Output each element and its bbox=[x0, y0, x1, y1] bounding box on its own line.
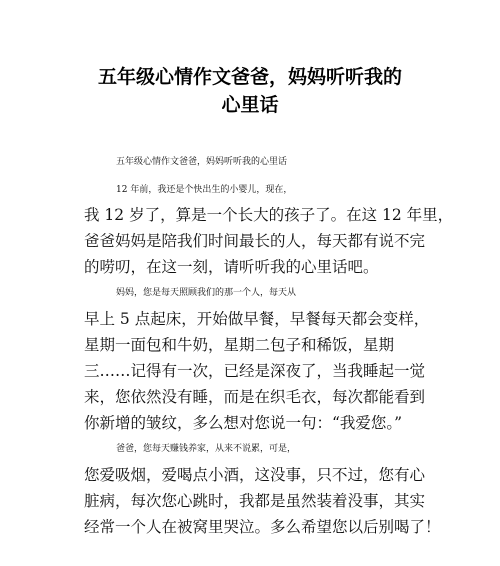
body-line: 您爱吸烟，爱喝点小酒，这没事，只不过，您有心 bbox=[84, 466, 426, 484]
body-line: 爸爸妈妈是陪我们时间最长的人，每天都有说不完 bbox=[84, 232, 426, 250]
body-line: 早上 5 点起床，开始做早餐，早餐每天都会变样， bbox=[84, 310, 430, 328]
body-line: 12 年前，我还是个快出生的小婴儿，现在， bbox=[116, 185, 293, 195]
body-line: 妈妈，您是每天照顾我们的那一个人，每天从 bbox=[116, 288, 297, 298]
body-line: 我 12 岁了，算是一个长大的孩子了。在这 12 年里， bbox=[84, 206, 454, 224]
body-line: 经常一个人在被窝里哭泣。多么希望您以后别喝了！ bbox=[84, 518, 441, 536]
body-line: 的唠叨，在这一刻，请听听我的心里话吧。 bbox=[84, 258, 379, 276]
body-line: 你新增的皱纹，多么想对您说一句：“我爱您。” bbox=[84, 414, 403, 432]
subtitle-line: 五年级心情作文爸爸，妈妈听听我的心里话 bbox=[116, 157, 288, 167]
document-title-line-1: 五年级心情作文爸爸，妈妈听听我的 bbox=[97, 66, 402, 88]
document-title-line-2: 心里话 bbox=[221, 94, 279, 116]
body-line: 三……记得有一次，已经是深夜了，当我睡起一觉 bbox=[84, 362, 426, 380]
body-line: 脏病，每次您心跳时，我都是虽然装着没事，其实 bbox=[84, 492, 426, 510]
body-line: 爸爸，您每天赚钱养家，从来不说累，可是， bbox=[116, 444, 297, 454]
body-line: 星期一面包和牛奶，星期二包子和稀饭，星期 bbox=[84, 336, 395, 354]
body-line: 来，您依然没有睡，而是在织毛衣，每次都能看到 bbox=[84, 388, 426, 406]
